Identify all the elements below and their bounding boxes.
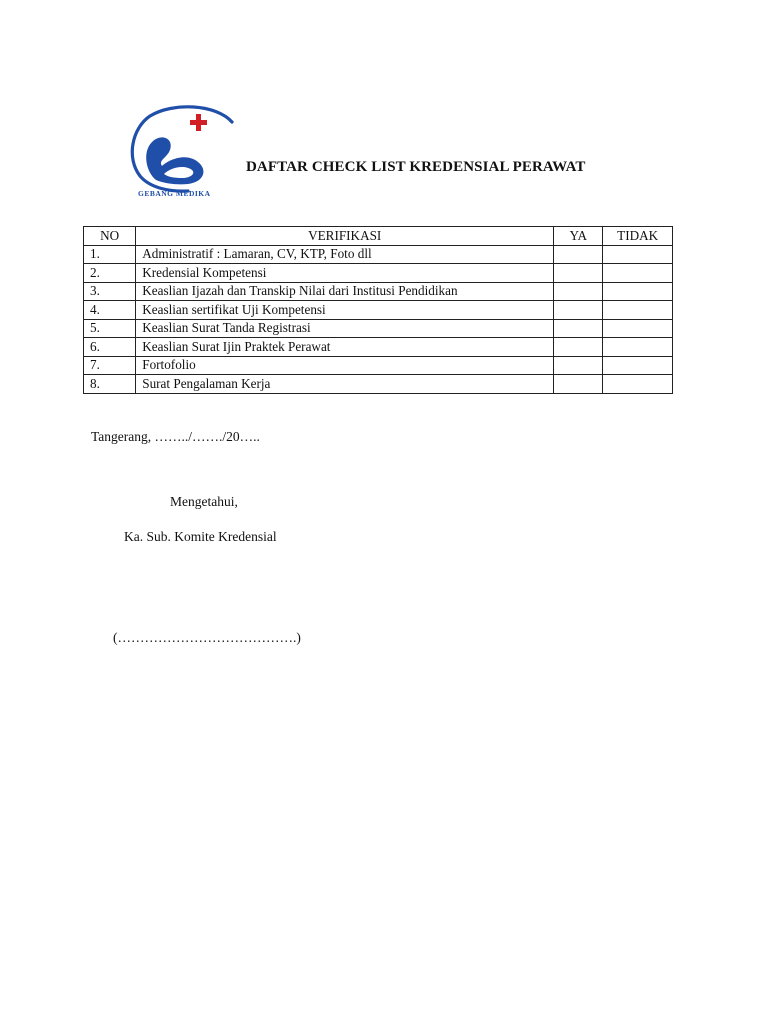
tidak-cell[interactable]: [603, 356, 673, 375]
row-number: 7.: [84, 356, 136, 375]
header-tidak: TIDAK: [603, 227, 673, 246]
tidak-cell[interactable]: [603, 282, 673, 301]
ya-cell[interactable]: [554, 319, 603, 338]
signer-role: Ka. Sub. Komite Kredensial: [124, 529, 277, 544]
header-no: NO: [84, 227, 136, 246]
row-item: Fortofolio: [136, 356, 554, 375]
ya-cell[interactable]: [554, 338, 603, 357]
ya-cell[interactable]: [554, 245, 603, 264]
header-verifikasi: VERIFIKASI: [136, 227, 554, 246]
ya-cell[interactable]: [554, 282, 603, 301]
header-ya: YA: [554, 227, 603, 246]
ya-cell[interactable]: [554, 264, 603, 283]
table-row: [84, 375, 673, 394]
table-row: [84, 301, 673, 320]
document-title: DAFTAR CHECK LIST KREDENSIAL PERAWAT: [246, 159, 586, 175]
logo-text: GEBANG MEDIKA: [138, 189, 211, 198]
row-item: Administratif : Lamaran, CV, KTP, Foto dll: [136, 245, 554, 264]
tidak-cell[interactable]: [603, 301, 673, 320]
tidak-cell[interactable]: [603, 319, 673, 338]
row-number: 1.: [84, 245, 136, 264]
table-row: [84, 245, 673, 264]
table-row: [84, 282, 673, 301]
tidak-cell[interactable]: [603, 338, 673, 357]
hospital-logo: [128, 100, 238, 200]
signature-line: (………………………………….): [113, 630, 301, 645]
table-header-row: [84, 227, 673, 246]
tidak-cell[interactable]: [603, 375, 673, 394]
red-cross-icon: [190, 114, 207, 131]
credential-checklist-table: [83, 226, 673, 394]
tidak-cell[interactable]: [603, 245, 673, 264]
table-row: [84, 264, 673, 283]
row-number: 8.: [84, 375, 136, 394]
acknowledged-label: Mengetahui,: [170, 494, 238, 509]
row-item: Keaslian Ijazah dan Transkip Nilai dari Institusi Pendidikan: [136, 282, 554, 301]
table-row: [84, 338, 673, 357]
row-item: Surat Pengalaman Kerja: [136, 375, 554, 394]
row-number: 4.: [84, 301, 136, 320]
row-item: Keaslian Surat Ijin Praktek Perawat: [136, 338, 554, 357]
place-date-line: Tangerang, ……../……./20…..: [91, 429, 260, 444]
ya-cell[interactable]: [554, 375, 603, 394]
row-item: Keaslian sertifikat Uji Kompetensi: [136, 301, 554, 320]
ya-cell[interactable]: [554, 356, 603, 375]
row-number: 6.: [84, 338, 136, 357]
row-item: Keaslian Surat Tanda Registrasi: [136, 319, 554, 338]
row-number: 2.: [84, 264, 136, 283]
table-row: [84, 356, 673, 375]
row-number: 5.: [84, 319, 136, 338]
table-row: [84, 319, 673, 338]
tidak-cell[interactable]: [603, 264, 673, 283]
ya-cell[interactable]: [554, 301, 603, 320]
row-item: Kredensial Kompetensi: [136, 264, 554, 283]
row-number: 3.: [84, 282, 136, 301]
